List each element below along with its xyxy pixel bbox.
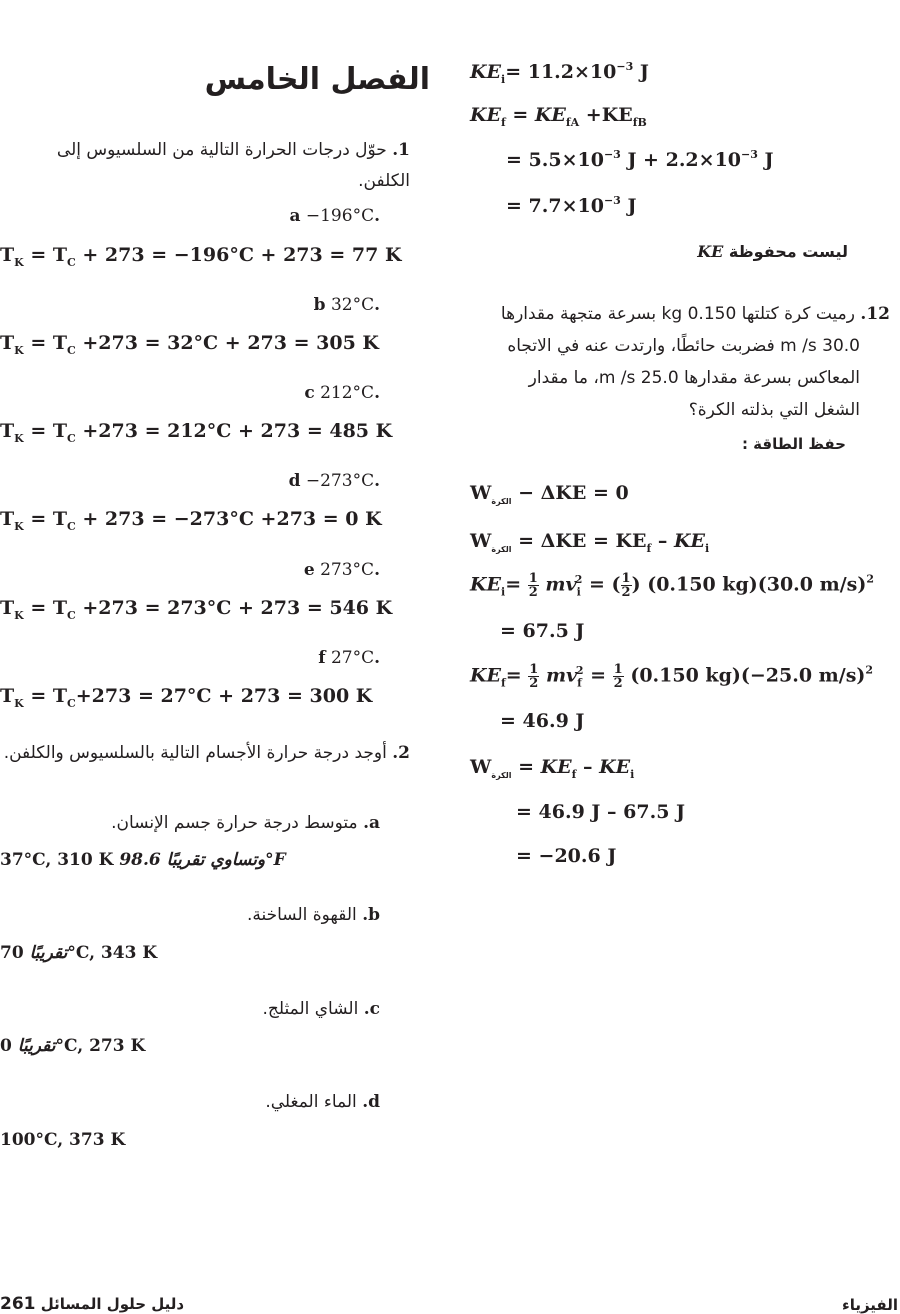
- ke-final-calc: $KE_f=$ $\frac{1}{2}$ $mv_f^2$ = $\frac{1}{2}$ (0.150 kg)(−25.0 m/s)$^2$: [470, 662, 874, 691]
- q2-part-a: a. متوسط درجة حرارة جسم الإنسان.: [111, 813, 380, 833]
- ke-final-sum: = $5.5\times 10^{-3}$ $J + 2.2\times 10^{-3}$ J: [506, 148, 774, 171]
- footer-guide: دليل حلول المسائل: [40, 1295, 185, 1313]
- footer-left: [0, 1294, 184, 1314]
- part-label-a: .a −196°C: [289, 206, 380, 226]
- work-eq-1: $W_{الكرة} - \Delta KE = 0$: [470, 482, 629, 506]
- work-final-result: = −20.6 J: [516, 845, 617, 867]
- work-final-sub: = 46.9 J – 67.5 J: [516, 801, 686, 823]
- page-number: 261: [0, 1294, 36, 1314]
- ke-final-value: = 46.9 J: [500, 710, 585, 732]
- question-number: 2.: [392, 743, 410, 763]
- part-label-d: .d −273°C: [288, 471, 380, 491]
- part-label-c: .c 212°C: [304, 383, 380, 403]
- q2-part-d: d. الماء المغلي.: [265, 1092, 380, 1112]
- answer-a: 37°C, 310 K وتساوي تقريبًا 98.6°F: [0, 850, 286, 870]
- answer-c: تقريبًا 0°C, 273 K: [0, 1036, 146, 1056]
- ke-initial-result: = 67.5 J: [500, 620, 585, 642]
- work-final-eq: $W_{الكرة} = KE_f - KE_i$: [470, 756, 635, 781]
- equation-b: $T_K = T_C +273 = 32^\circ C + 273 = 305$ K: [0, 332, 379, 357]
- work-eq-2: $W_{الكرة} = \Delta KE = KE_f - KE_i$: [470, 530, 710, 555]
- equation-d: $T_K = T_C + 273 = -273^\circ C +273 = 0$ K: [0, 508, 382, 533]
- section-heading: حفظ الطاقة :: [741, 435, 846, 453]
- answer-d: 100°C, 373 K: [0, 1130, 126, 1150]
- question-text: حوّل درجات الحرارة التالية من السلسيوس إلى الكلفن.: [56, 140, 410, 191]
- question-2: [0, 738, 410, 769]
- equation-e: $T_K = T_C +273 = 273^\circ C + 273 = 546$ K: [0, 597, 393, 622]
- ke-final-line: $KE_f = KE_{fA} +KE_{fB}$: [470, 104, 647, 129]
- ke-not-conserved: ليست محفوظة KE: [697, 242, 848, 261]
- equation-f: $T_K = T_C+273 = 27^\circ C + 273 = 300$ K: [0, 685, 373, 710]
- part-label-f: .f 27°C: [318, 648, 380, 668]
- question-1: [0, 135, 410, 197]
- q2-part-c: c. الشاي المثلج.: [262, 999, 380, 1019]
- question-text: أوجد درجة حرارة الأجسام التالية بالسلسيوس والكلفن.: [3, 743, 387, 763]
- chapter-title: الفصل الخامس: [204, 62, 430, 97]
- equation-a: $T_K = T_C + 273 = -196^\circ C + 273 = 77$ K: [0, 244, 402, 269]
- footer-subject: الفيزياء: [842, 1296, 898, 1314]
- ke-initial-line: $KE_i= 11.2\times 10^{-3}$ J: [470, 60, 649, 86]
- part-label-b: .b 32°C: [313, 295, 380, 315]
- part-label-e: .e 273°C: [303, 560, 380, 580]
- q2-part-b: b. القهوة الساخنة.: [246, 905, 380, 925]
- question-number: 12.: [860, 304, 890, 324]
- ke-initial-calc: $KE_i=$ $\frac{1}{2}$ $mv_i^2$ = ( $\frac{1}{2}$ ) (0.150 kg)(30.0 m/s)$^2$: [470, 571, 875, 600]
- question-12: 12. رميت كرة كتلتها 0.150 kg بسرعة متجهة مقدارها 30.0 m /s فضربت حائطًا، وارتدت عنه في الاتجاه المعاكس بسرعة مقدارها 25.0 m /s، ما مقدار الشغل التي بذلته الكرة؟: [500, 304, 890, 420]
- equation-c: $T_K = T_C +273 = 212^\circ C + 273 = 485$ K: [0, 420, 393, 445]
- question-number: 1.: [392, 140, 410, 160]
- ke-final-result: = $7.7\times 10^{-3}$ J: [506, 194, 637, 217]
- answer-b: تقريبًا 70°C, 343 K: [0, 943, 158, 963]
